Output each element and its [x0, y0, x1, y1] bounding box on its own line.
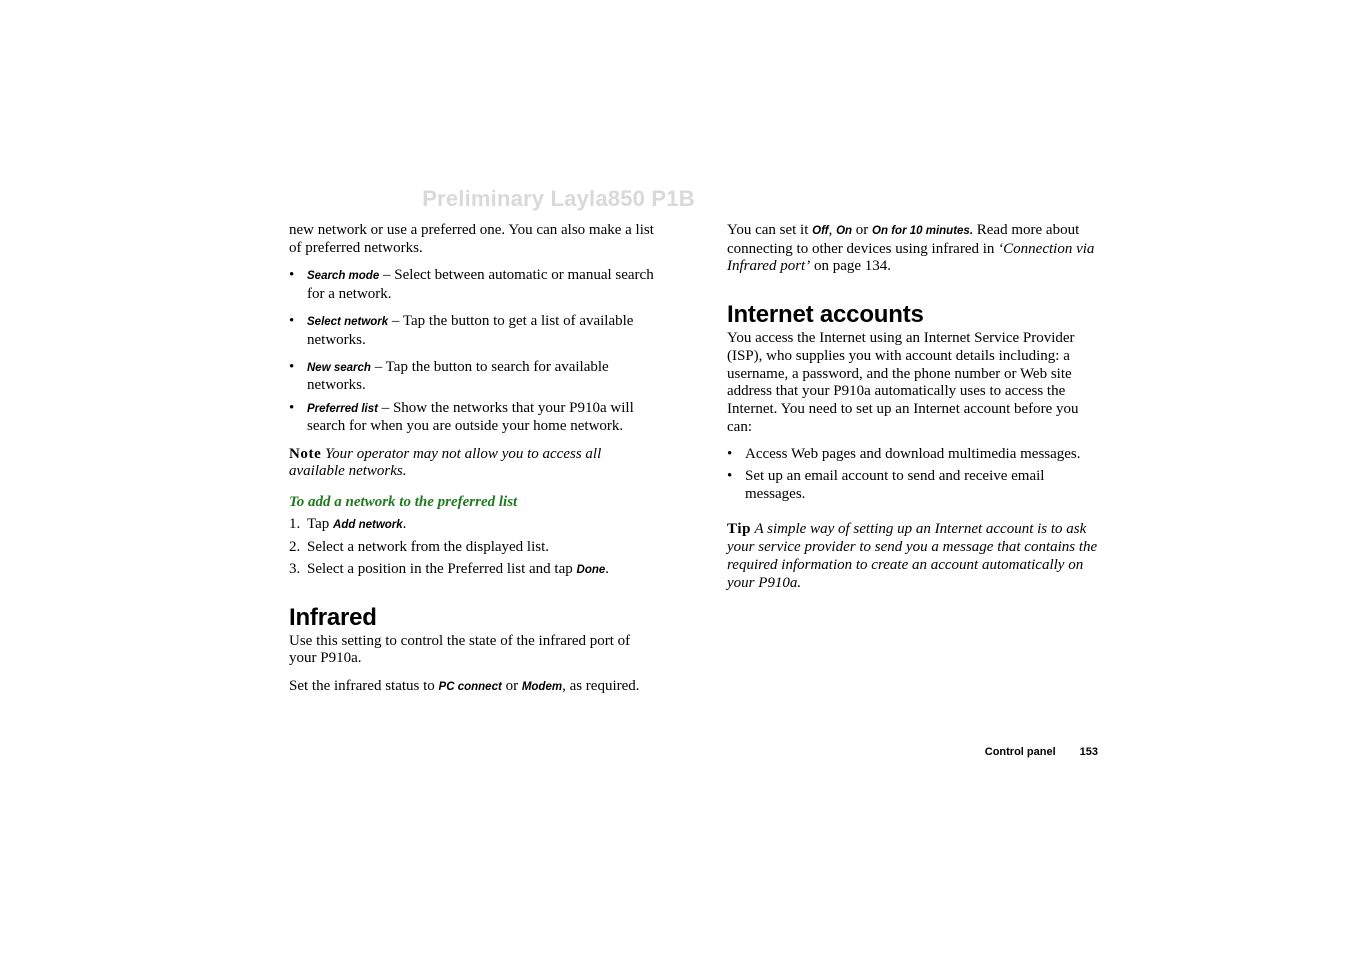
step-item: [289, 516, 659, 535]
done-term: Done: [576, 564, 606, 577]
preferred-list-term: Preferred list: [307, 402, 378, 415]
note: [289, 446, 659, 481]
right-column: [727, 222, 1099, 592]
tip: [727, 521, 1099, 592]
list-item: [289, 359, 659, 395]
step-number: 3.: [289, 561, 301, 578]
cross-reference: ‘Connection via Infrared port’: [727, 240, 1095, 275]
left-column: [289, 222, 659, 696]
step-text: Tap: [307, 515, 334, 532]
page-footer: [900, 746, 1098, 758]
step-text: .: [605, 561, 610, 578]
pc-connect-term: PC connect: [438, 680, 502, 693]
list-item-text: – Tap the button to search for available networks.: [307, 358, 609, 394]
list-item: [289, 267, 659, 303]
off-term: Off: [812, 225, 829, 237]
modem-term: Modem: [521, 680, 563, 693]
text-run: , as required.: [562, 677, 640, 694]
watermark: Preliminary Layla850 P1B: [422, 186, 695, 211]
search-mode-term: Search mode: [307, 269, 380, 282]
list-item: • Set up an email account to send and receive email messages.: [727, 468, 1099, 503]
text-run: Set the infrared status to: [289, 677, 439, 694]
intro-paragraph: new network or use a preferred one. You can also make a list of preferred networks.: [289, 222, 654, 256]
step-number: 1.: [289, 515, 301, 532]
network-options-list: [289, 267, 659, 436]
step-text: .: [402, 515, 407, 532]
internet-paragraph: You access the Internet using an Internet Service Provider (ISP), who supplies you with account details including: a username, a password, and the phone number or Web site address that your P910a automatically uses to access the Internet. You need to set up an Internet account before you can:: [727, 330, 1079, 435]
tip-text: A simple way of setting up an Internet account is to ask your service provider to send you a message that contains the required information to create an account automatically on your P910a.: [727, 521, 1098, 591]
tip-label: Tip: [727, 521, 752, 538]
procedure-heading: To add a network to the preferred list: [289, 493, 518, 510]
page-number: 153: [1079, 746, 1098, 758]
on-term: On: [836, 225, 853, 237]
on-10-minutes-term: On for 10 minutes.: [872, 225, 974, 237]
infrared-paragraph: Use this setting to control the state of the infrared port of your P910a.: [289, 632, 631, 667]
list-item-text: – Select between automatic or manual search for a network.: [307, 266, 654, 302]
step-number: 2.: [289, 538, 301, 555]
step-item: [289, 561, 659, 580]
list-item-text: – Tap the button to get a list of available networks.: [307, 312, 634, 348]
step-text: Select a network from the displayed list.: [307, 538, 550, 555]
footer-section: Control panel: [984, 746, 1056, 758]
note-text: Your operator may not allow you to access all available networks.: [289, 445, 602, 480]
infrared-status-paragraph: [289, 678, 659, 697]
add-network-term: Add network: [333, 518, 403, 531]
list-item: [289, 400, 659, 436]
list-item-text: – Show the networks that your P910a will search for when you are outside your home network.: [307, 399, 634, 435]
infrared-heading: Infrared: [289, 603, 377, 631]
select-network-term: Select network: [307, 315, 389, 328]
text-run: Read more about connecting to other devices using infrared in: [727, 222, 1080, 257]
procedure-steps: [289, 516, 659, 580]
text-run: ,: [828, 222, 837, 238]
internet-accounts-heading: Internet accounts: [727, 301, 924, 329]
internet-uses-list: [727, 446, 1099, 504]
step-item: [289, 539, 659, 557]
text-run: or: [852, 222, 873, 238]
text-run: on page 134.: [810, 258, 892, 275]
text-run: or: [501, 677, 522, 694]
list-item: [289, 313, 659, 349]
new-search-term: New search: [307, 361, 371, 374]
infrared-continued-paragraph: [727, 222, 1099, 276]
list-item: • Access Web pages and download multimedia messages.: [727, 446, 1099, 464]
text-run: You can set it: [727, 222, 813, 238]
step-text: Select a position in the Preferred list and tap: [307, 561, 577, 578]
note-label: Note: [289, 445, 322, 462]
